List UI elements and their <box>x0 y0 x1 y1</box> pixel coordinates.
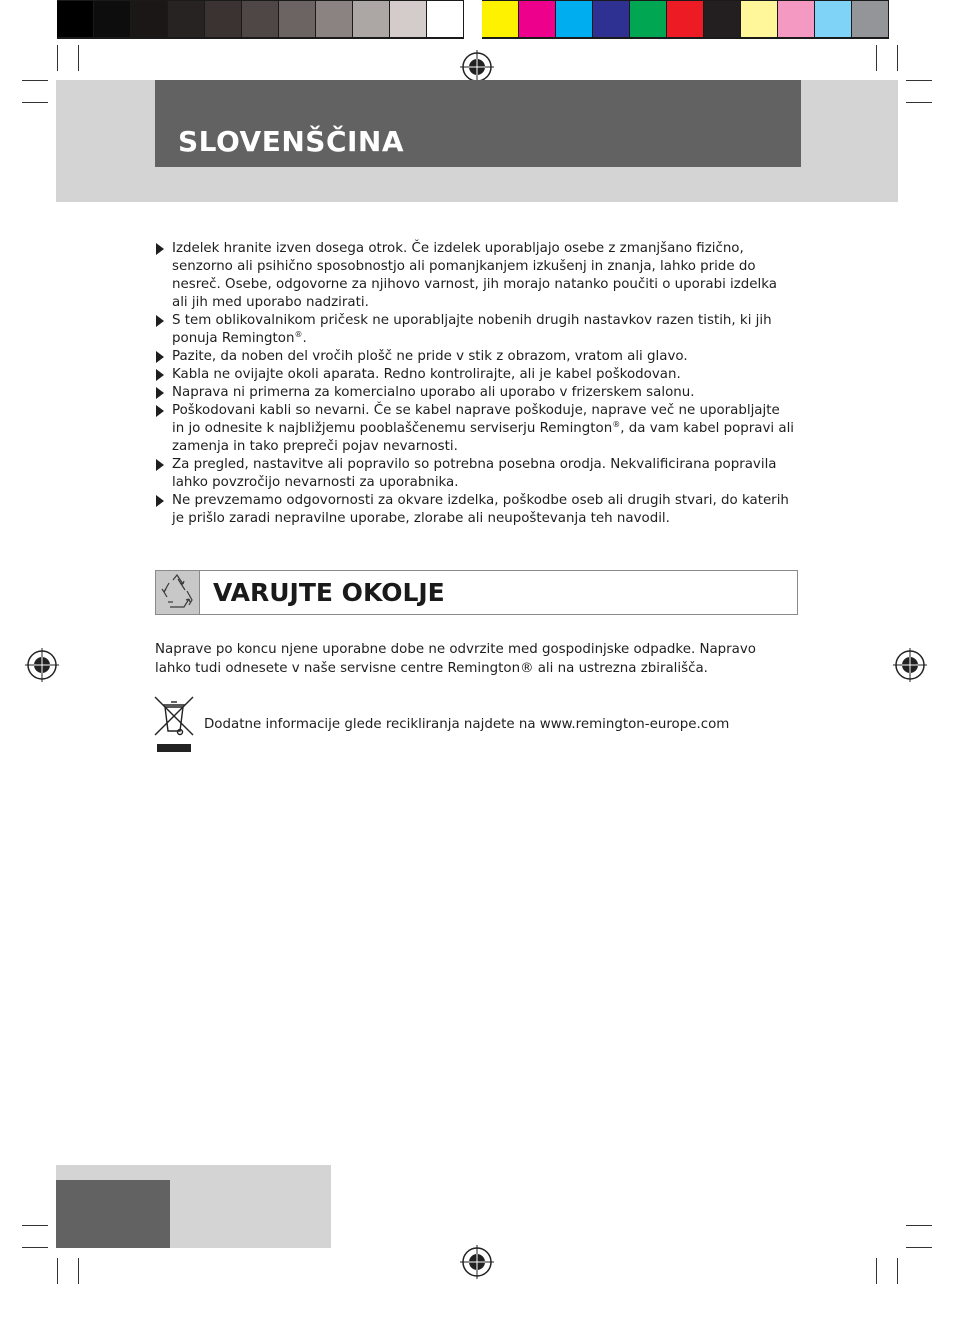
color-swatch <box>279 1 315 37</box>
bullet-arrow-icon <box>156 351 164 363</box>
bullet-arrow-icon <box>156 369 164 381</box>
footer-box <box>56 1180 170 1248</box>
recycling-info-text: Dodatne informacije glede recikliranja najdete na www.remington-europe.com <box>204 717 730 732</box>
color-swatch <box>704 1 740 37</box>
color-swatch <box>57 1 93 37</box>
color-swatch <box>131 1 167 37</box>
color-swatch <box>353 1 389 37</box>
color-swatch <box>667 1 703 37</box>
safety-item <box>155 366 795 384</box>
safety-item-text: Pazite, da noben del vročih plošč ne pride v stik z obrazom, vratom ali glavo. <box>172 349 688 364</box>
color-swatch <box>741 1 777 37</box>
color-swatch <box>852 1 888 37</box>
safety-item-text: Poškodovani kabli so nevarni. Če se kabel naprave poškoduje, naprave več ne uporabljajte in jo odnesite k najbližjemu pooblaščenemu serviserju Remington <box>172 403 780 436</box>
bullet-arrow-icon <box>156 459 164 471</box>
registration-mark-bottom-icon <box>460 1245 494 1279</box>
color-swatch <box>94 1 130 37</box>
bullet-arrow-icon <box>156 315 164 327</box>
color-swatch <box>593 1 629 37</box>
disposal-paragraph: Naprave po koncu njene uporabne dobe ne odvrzite med gospodinjske odpadke. Napravo lahko tudi odnesete v naše servisne centre Remington® ali na ustrezna zbirališča. <box>155 642 757 676</box>
color-swatch <box>205 1 241 37</box>
safety-item-tail: , da vam kabel popravi ali zamenja in tako prepreči pojav nevarnosti. <box>172 421 795 454</box>
safety-item-text: S tem oblikovalnikom pričesk ne uporabljajte nobenih drugih nastavkov razen tistih, ki jih ponuja Remington <box>172 313 772 346</box>
safety-item-text: Za pregled, nastavitve ali popravilo so potrebna posebna orodja. Nekvalificirana popravila lahko povzročijo nevarnosti za uporabnika. <box>172 457 777 490</box>
grayscale-color-bar <box>57 0 464 39</box>
section-title: VARUJTE OKOLJE <box>213 578 445 607</box>
safety-item <box>155 240 795 312</box>
color-swatch <box>815 1 851 37</box>
bullet-arrow-icon <box>156 495 164 507</box>
safety-item <box>155 348 795 366</box>
color-swatch <box>519 1 555 37</box>
safety-item <box>155 492 795 528</box>
registered-mark: ® <box>294 330 303 339</box>
registration-mark-right-icon <box>893 648 927 682</box>
section-icon-box <box>155 570 200 615</box>
safety-list <box>155 240 795 528</box>
color-swatch <box>630 1 666 37</box>
color-swatch <box>390 1 426 37</box>
color-swatch <box>778 1 814 37</box>
registration-mark-left-icon <box>25 648 59 682</box>
color-swatch <box>482 1 518 37</box>
color-swatch <box>427 1 463 37</box>
bullet-arrow-icon <box>156 387 164 399</box>
page-title: SLOVENŠČINA <box>178 125 405 158</box>
safety-item <box>155 456 795 492</box>
safety-item-text: Izdelek hranite izven dosega otrok. Če izdelek uporabljajo osebe z zmanjšano fizično, senzorno ali psihično sposobnostjo ali pomanjkanjem izkušenj in znanja, lahko pride do nesreč. Osebe, odgovorne za njihovo varnost, jih morajo natanko poučiti o uporabi izdelka ali jih med uporabo nadzirati. <box>172 241 777 310</box>
safety-item <box>155 402 795 456</box>
color-swatch <box>316 1 352 37</box>
recycle-icon <box>156 571 199 614</box>
safety-item-text: Kabla ne ovijajte okoli aparata. Redno kontrolirajte, ali je kabel poškodovan. <box>172 367 681 382</box>
safety-item-text: Naprava ni primerna za komercialno uporabo ali uporabo v frizerskem salonu. <box>172 385 695 400</box>
color-swatch <box>242 1 278 37</box>
color-swatch <box>556 1 592 37</box>
bullet-arrow-icon <box>156 405 164 417</box>
safety-item-text: Ne prevzemamo odgovornosti za okvare izdelka, poškodbe oseb ali drugih stvari, do katerih je prišlo zaradi nepravilne uporabe, zlorabe ali neupoštevanja teh navodil. <box>172 493 789 526</box>
crossed-bin-icon <box>153 695 195 755</box>
process-color-bar <box>482 0 889 39</box>
registered-mark: ® <box>612 420 621 429</box>
safety-item <box>155 384 795 402</box>
bullet-arrow-icon <box>156 243 164 255</box>
registration-mark-top-icon <box>460 50 494 84</box>
color-swatch <box>168 1 204 37</box>
safety-item-tail: . <box>302 331 307 346</box>
safety-item <box>155 312 795 348</box>
